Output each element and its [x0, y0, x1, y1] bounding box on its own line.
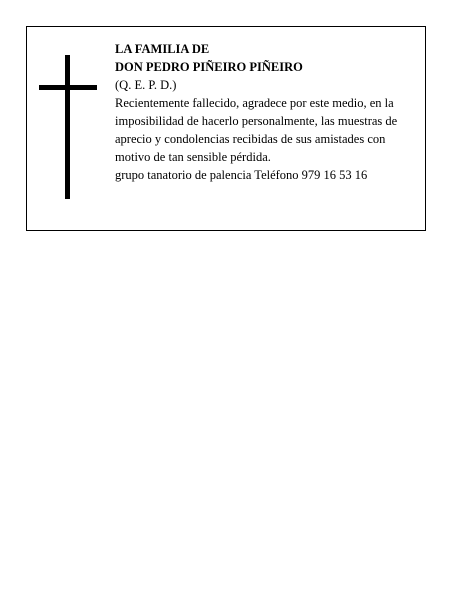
cross-horizontal-bar — [39, 85, 97, 90]
funeral-home-contact: grupo tanatorio de palencia Teléfono 979 16 53 16 — [115, 168, 368, 182]
cross-vertical-bar — [65, 55, 70, 199]
deceased-name: DON PEDRO PIÑEIRO PIÑEIRO — [115, 60, 303, 74]
family-heading: LA FAMILIA DE — [115, 42, 210, 56]
notice-text — [115, 40, 423, 184]
thanks-message: Recientemente fallecido, agradece por este medio, en la imposibilidad de hacerlo personalmente, las muestras de aprecio y condolencias recibidas de sus amistades con motivo de tan sensible pérdida. — [115, 96, 398, 164]
qepd-label: (Q. E. P. D.) — [115, 78, 177, 92]
latin-cross-icon — [39, 55, 97, 199]
obituary-notice — [26, 26, 426, 231]
